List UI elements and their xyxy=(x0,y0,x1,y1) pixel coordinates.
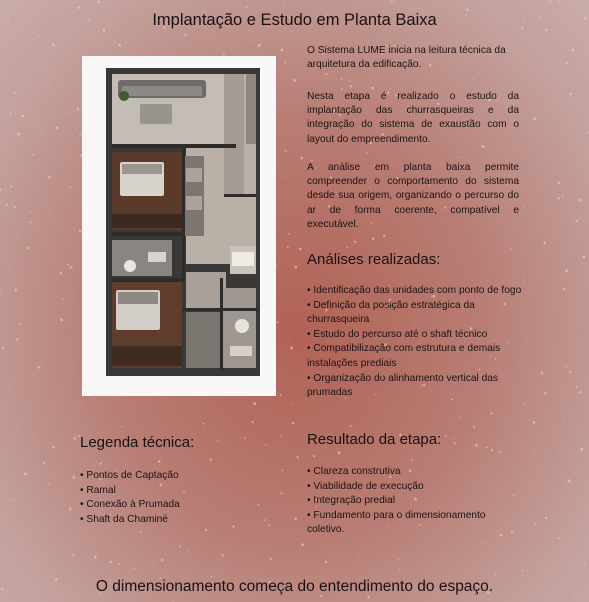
floor-plan-render xyxy=(82,56,276,396)
list-item: • Compatibilização com estrutura e demais instalações prediais xyxy=(307,342,522,371)
list-item: • Organização do alinhamento vertical das prumadas xyxy=(307,372,522,401)
list-item: • Conexão à Prumada xyxy=(80,498,260,513)
resultado-heading: Resultado da etapa: xyxy=(307,431,442,448)
page-title: Implantação e Estudo em Planta Baixa xyxy=(152,11,437,29)
legenda-heading: Legenda técnica: xyxy=(80,434,195,451)
resultado-list xyxy=(307,465,522,538)
legenda-list xyxy=(80,469,260,527)
stage-paragraph: Nesta etapa é realizado o estudo da implantação das churrasqueiras e da integração do sistema de exaustão com o layout do empreendimento. xyxy=(307,91,519,145)
analises-heading: Análises realizadas: xyxy=(307,251,441,268)
list-item: • Estudo do percurso até o shaft técnico xyxy=(307,328,522,343)
list-item: • Viabilidade de execução xyxy=(307,480,522,495)
list-item: • Shaft da Chaminé xyxy=(80,513,260,528)
list-item: • Fundamento para o dimensionamento coletivo. xyxy=(307,509,522,538)
analysis-paragraph: A análise em planta baixa permite compreender o comportamento do sistema desde sua origem, organizando o percurso do ar de forma coerente, compatível e executável. xyxy=(307,162,519,230)
list-item: • Ramal xyxy=(80,484,260,499)
list-item: • Identificação das unidades com ponto de fogo xyxy=(307,284,522,299)
intro-paragraph: O Sistema LUME inicia na leitura técnica da arquitetura da edificação. xyxy=(307,45,506,71)
floor-plan-image xyxy=(82,56,276,396)
analises-list xyxy=(307,284,522,401)
list-item: • Integração predial xyxy=(307,494,522,509)
list-item: • Pontos de Captação xyxy=(80,469,260,484)
list-item: • Definição da posição estratégica da churrasqueira xyxy=(307,299,522,328)
list-item: • Clareza construtiva xyxy=(307,465,522,480)
footer-tagline: O dimensionamento começa do entendimento do espaço. xyxy=(95,578,494,595)
